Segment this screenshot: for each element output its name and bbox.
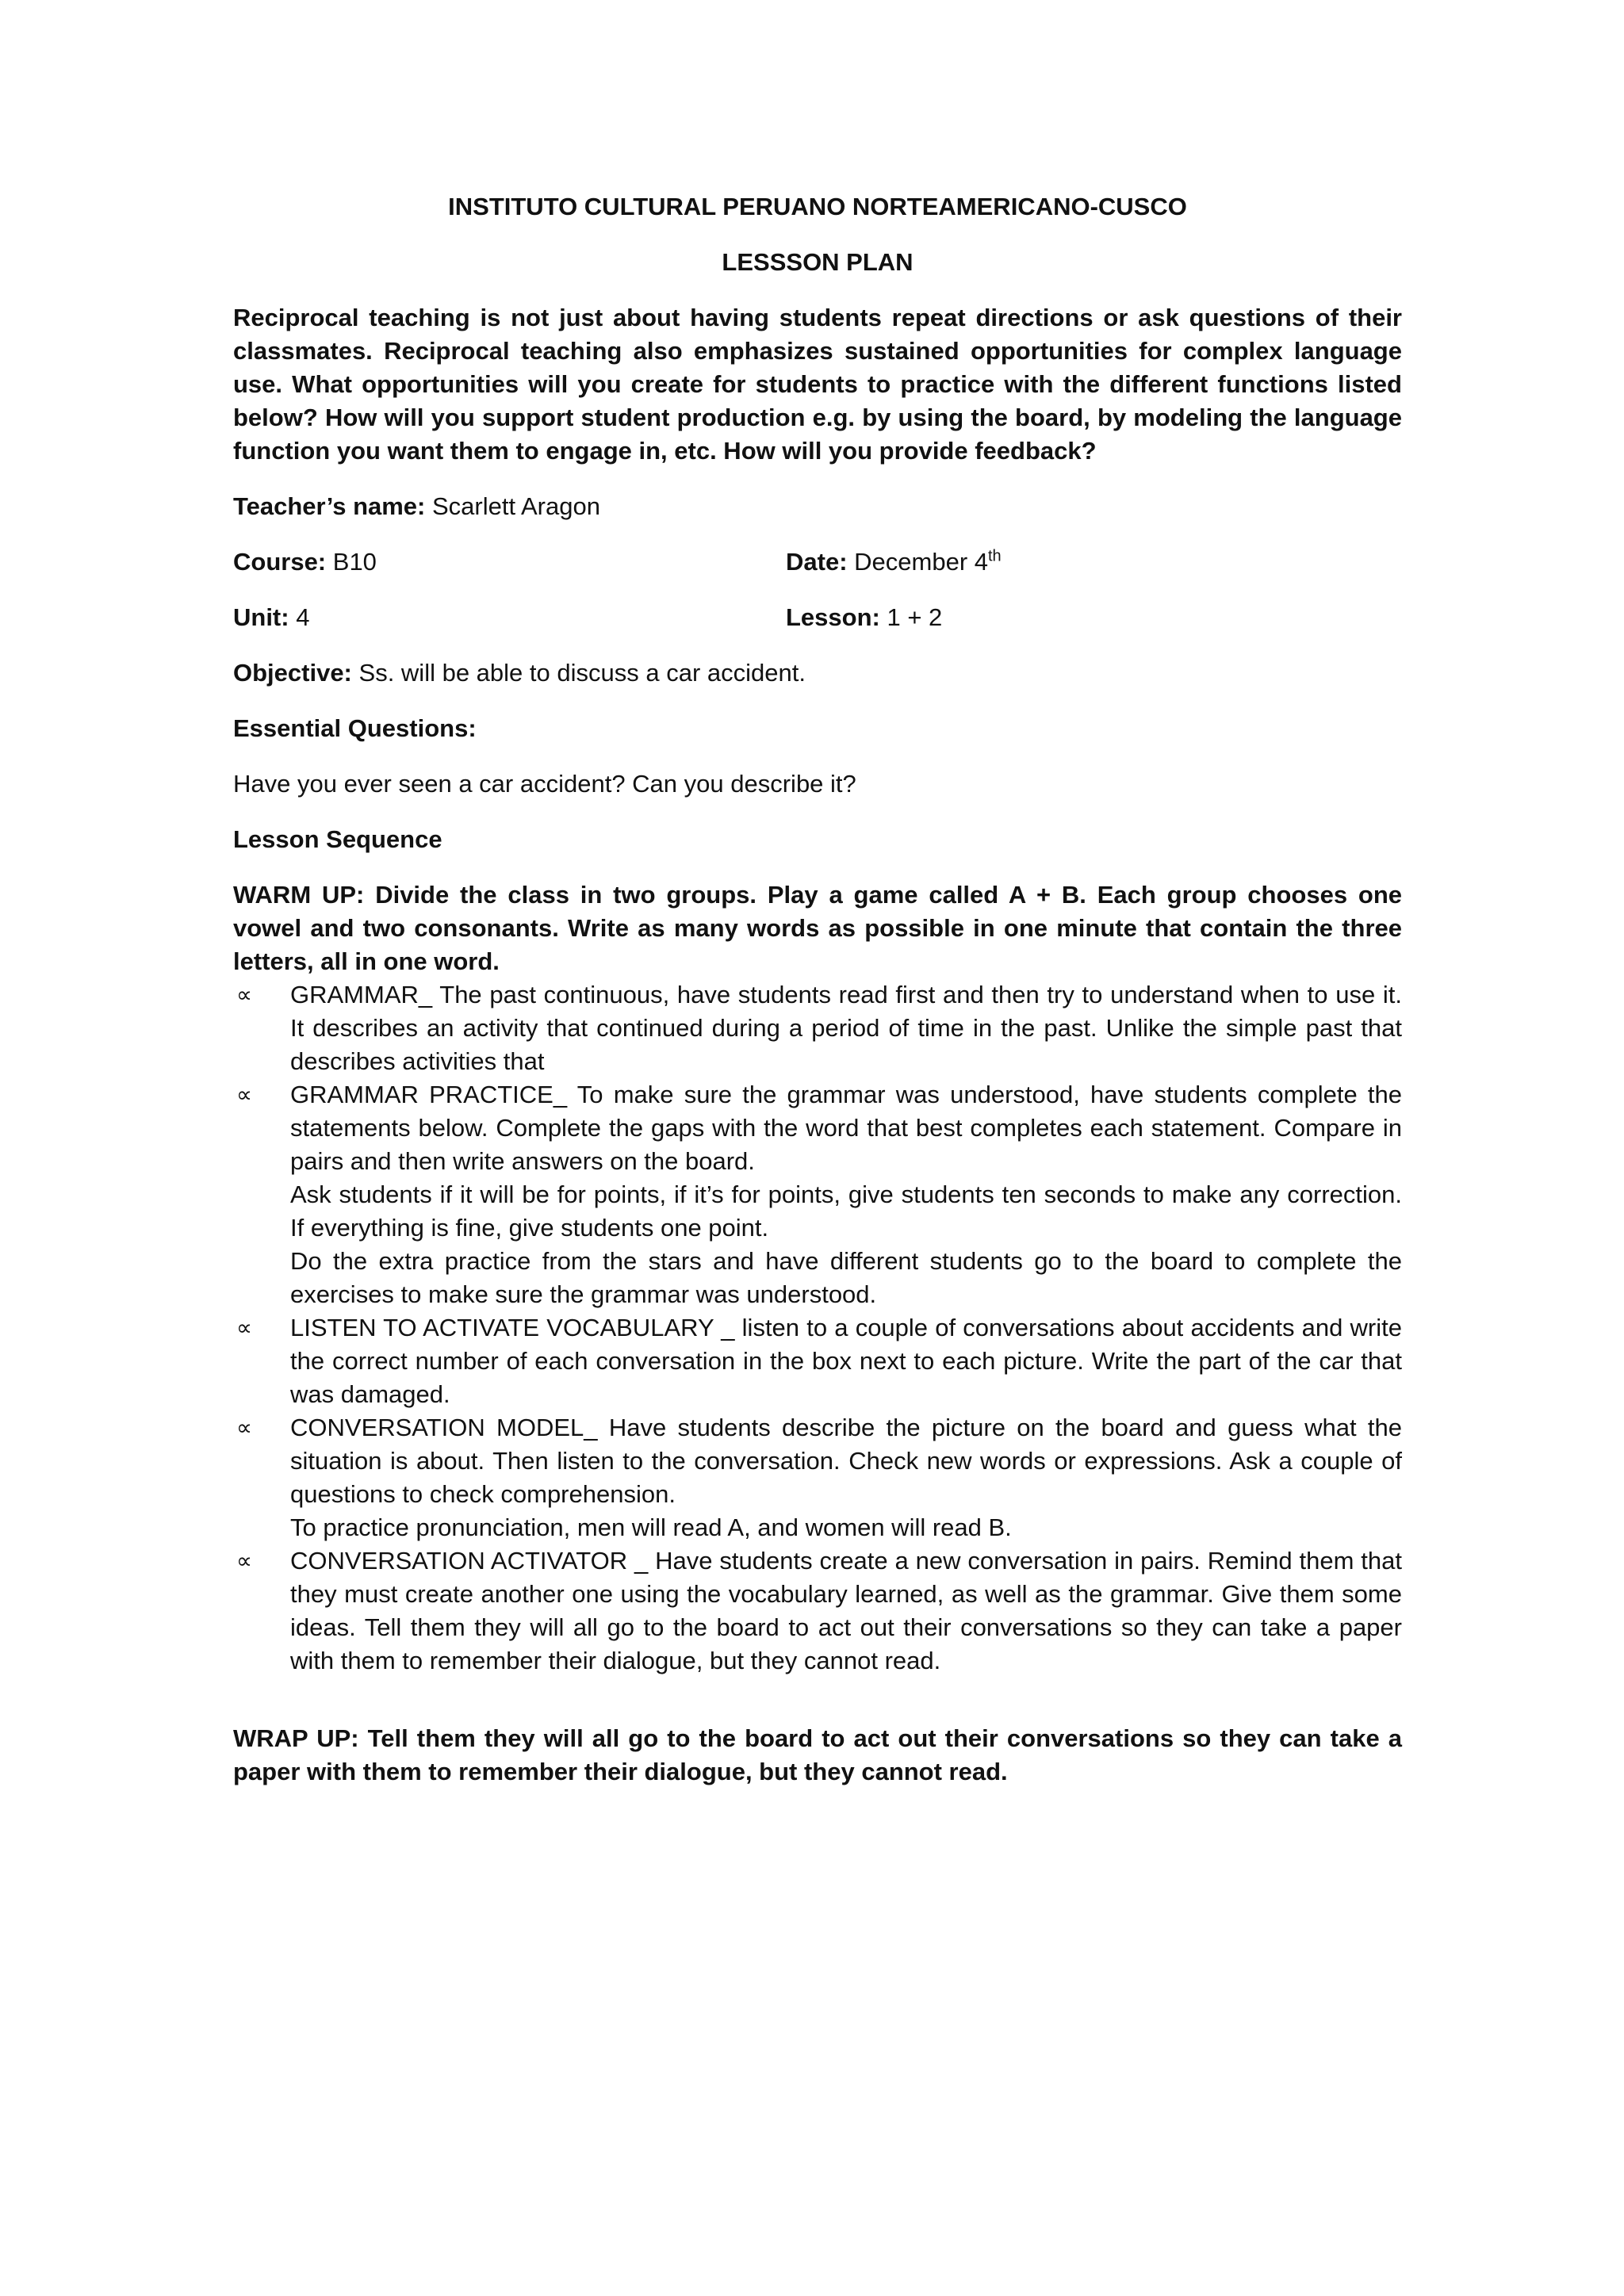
list-item-text: LISTEN TO ACTIVATE VOCABULARY _ listen to a couple of conversations about accidents and write the correct number of each conversation in the box next to each picture. Write the part of the car that was damaged. <box>290 1314 1402 1408</box>
list-item-text: CONVERSATION ACTIVATOR _ Have students create a new conversation in pairs. Remind them that they must create another one using the vocabulary learned, as well as the grammar. Give them some ideas. Tell them they will all go to the board to act out their conversations so they can take a paper with them to remember their dialogue, but they cannot read. <box>290 1547 1402 1674</box>
lesson-sequence-list <box>233 978 1402 1678</box>
unit-label: Unit: <box>233 603 289 631</box>
list-item-text: GRAMMAR_ The past continuous, have students read first and then try to understand when to use it. It describes an activity that continued during a period of time in the past. Unlike the simple past that describes activities that <box>290 981 1402 1075</box>
unit-value: 4 <box>296 603 310 631</box>
essential-questions-text: Have you ever seen a car accident? Can you describe it? <box>233 770 856 798</box>
list-item-text: Ask students if it will be for points, if it’s for points, give students ten seconds to make any correction. If everything is fine, give students one point. <box>290 1181 1402 1242</box>
list-item-text: GRAMMAR PRACTICE_ To make sure the grammar was understood, have students complete the statements below. Complete the gaps with the word that best completes each statement. Compare in pairs and then write answers on the board. <box>290 1081 1402 1175</box>
bullet-icon: ∝ <box>236 982 253 1008</box>
teacher-row <box>233 490 1402 523</box>
bullet-icon: ∝ <box>236 1414 253 1441</box>
essential-questions-heading: Essential Questions: <box>233 714 477 742</box>
list-item-text: CONVERSATION MODEL_ Have students describe the picture on the board and guess what the situation is about. Then listen to the conversation. Check new words or expressions. Ask a couple of questions to check comprehension. <box>290 1414 1402 1508</box>
course-date-row <box>233 545 1402 579</box>
teacher-label: Teacher’s name: <box>233 492 426 520</box>
lesson-label: Lesson: <box>786 603 880 631</box>
unit-lesson-row <box>233 601 1402 634</box>
list-item-text: To practice pronunciation, men will read A, and women will read B. <box>290 1513 1012 1541</box>
bullet-icon: ∝ <box>236 1314 253 1341</box>
warm-up-paragraph: WARM UP: Divide the class in two groups. Play a game called A + B. Each group chooses one vowel and two consonants. Write as many words as possible in one minute that contain the three letters, all in one word. <box>233 881 1402 975</box>
teacher-value: Scarlett Aragon <box>432 492 600 520</box>
intro-paragraph: Reciprocal teaching is not just about having students repeat directions or ask questions of their classmates. Reciprocal teaching also emphasizes sustained opportunities for complex language use. What opportunities will you create for students to practice with the different functions listed below? How will you support student production e.g. by using the board, by modeling the language function you want them to engage in, etc. How will you provide feedback? <box>233 304 1402 465</box>
objective-row <box>233 656 1402 690</box>
objective-label: Objective: <box>233 659 352 687</box>
document-title: LESSSON PLAN <box>722 248 914 276</box>
course-label: Course: <box>233 548 327 576</box>
lesson-sequence-heading: Lesson Sequence <box>233 825 442 853</box>
bullet-icon: ∝ <box>236 1548 253 1574</box>
list-item <box>233 1411 1402 1544</box>
wrap-up-paragraph: WRAP UP: Tell them they will all go to the board to act out their conversations so they can take a paper with them to remember their dialogue, but they cannot read. <box>233 1724 1402 1785</box>
document-body <box>233 190 1402 1789</box>
list-item <box>233 978 1402 1078</box>
list-item <box>233 1078 1402 1311</box>
objective-value: Ss. will be able to discuss a car accident. <box>358 659 806 687</box>
list-item <box>233 1311 1402 1411</box>
institution-title: INSTITUTO CULTURAL PERUANO NORTEAMERICANO-CUSCO <box>448 193 1187 220</box>
list-item-text: Do the extra practice from the stars and have different students go to the board to complete the exercises to make sure the grammar was understood. <box>290 1247 1402 1308</box>
list-item <box>233 1544 1402 1678</box>
lesson-value: 1 + 2 <box>887 603 943 631</box>
date-value: December 4 <box>854 548 988 576</box>
bullet-icon: ∝ <box>236 1081 253 1108</box>
course-value: B10 <box>332 548 377 576</box>
date-suffix: th <box>988 547 1002 565</box>
date-label: Date: <box>786 548 848 576</box>
